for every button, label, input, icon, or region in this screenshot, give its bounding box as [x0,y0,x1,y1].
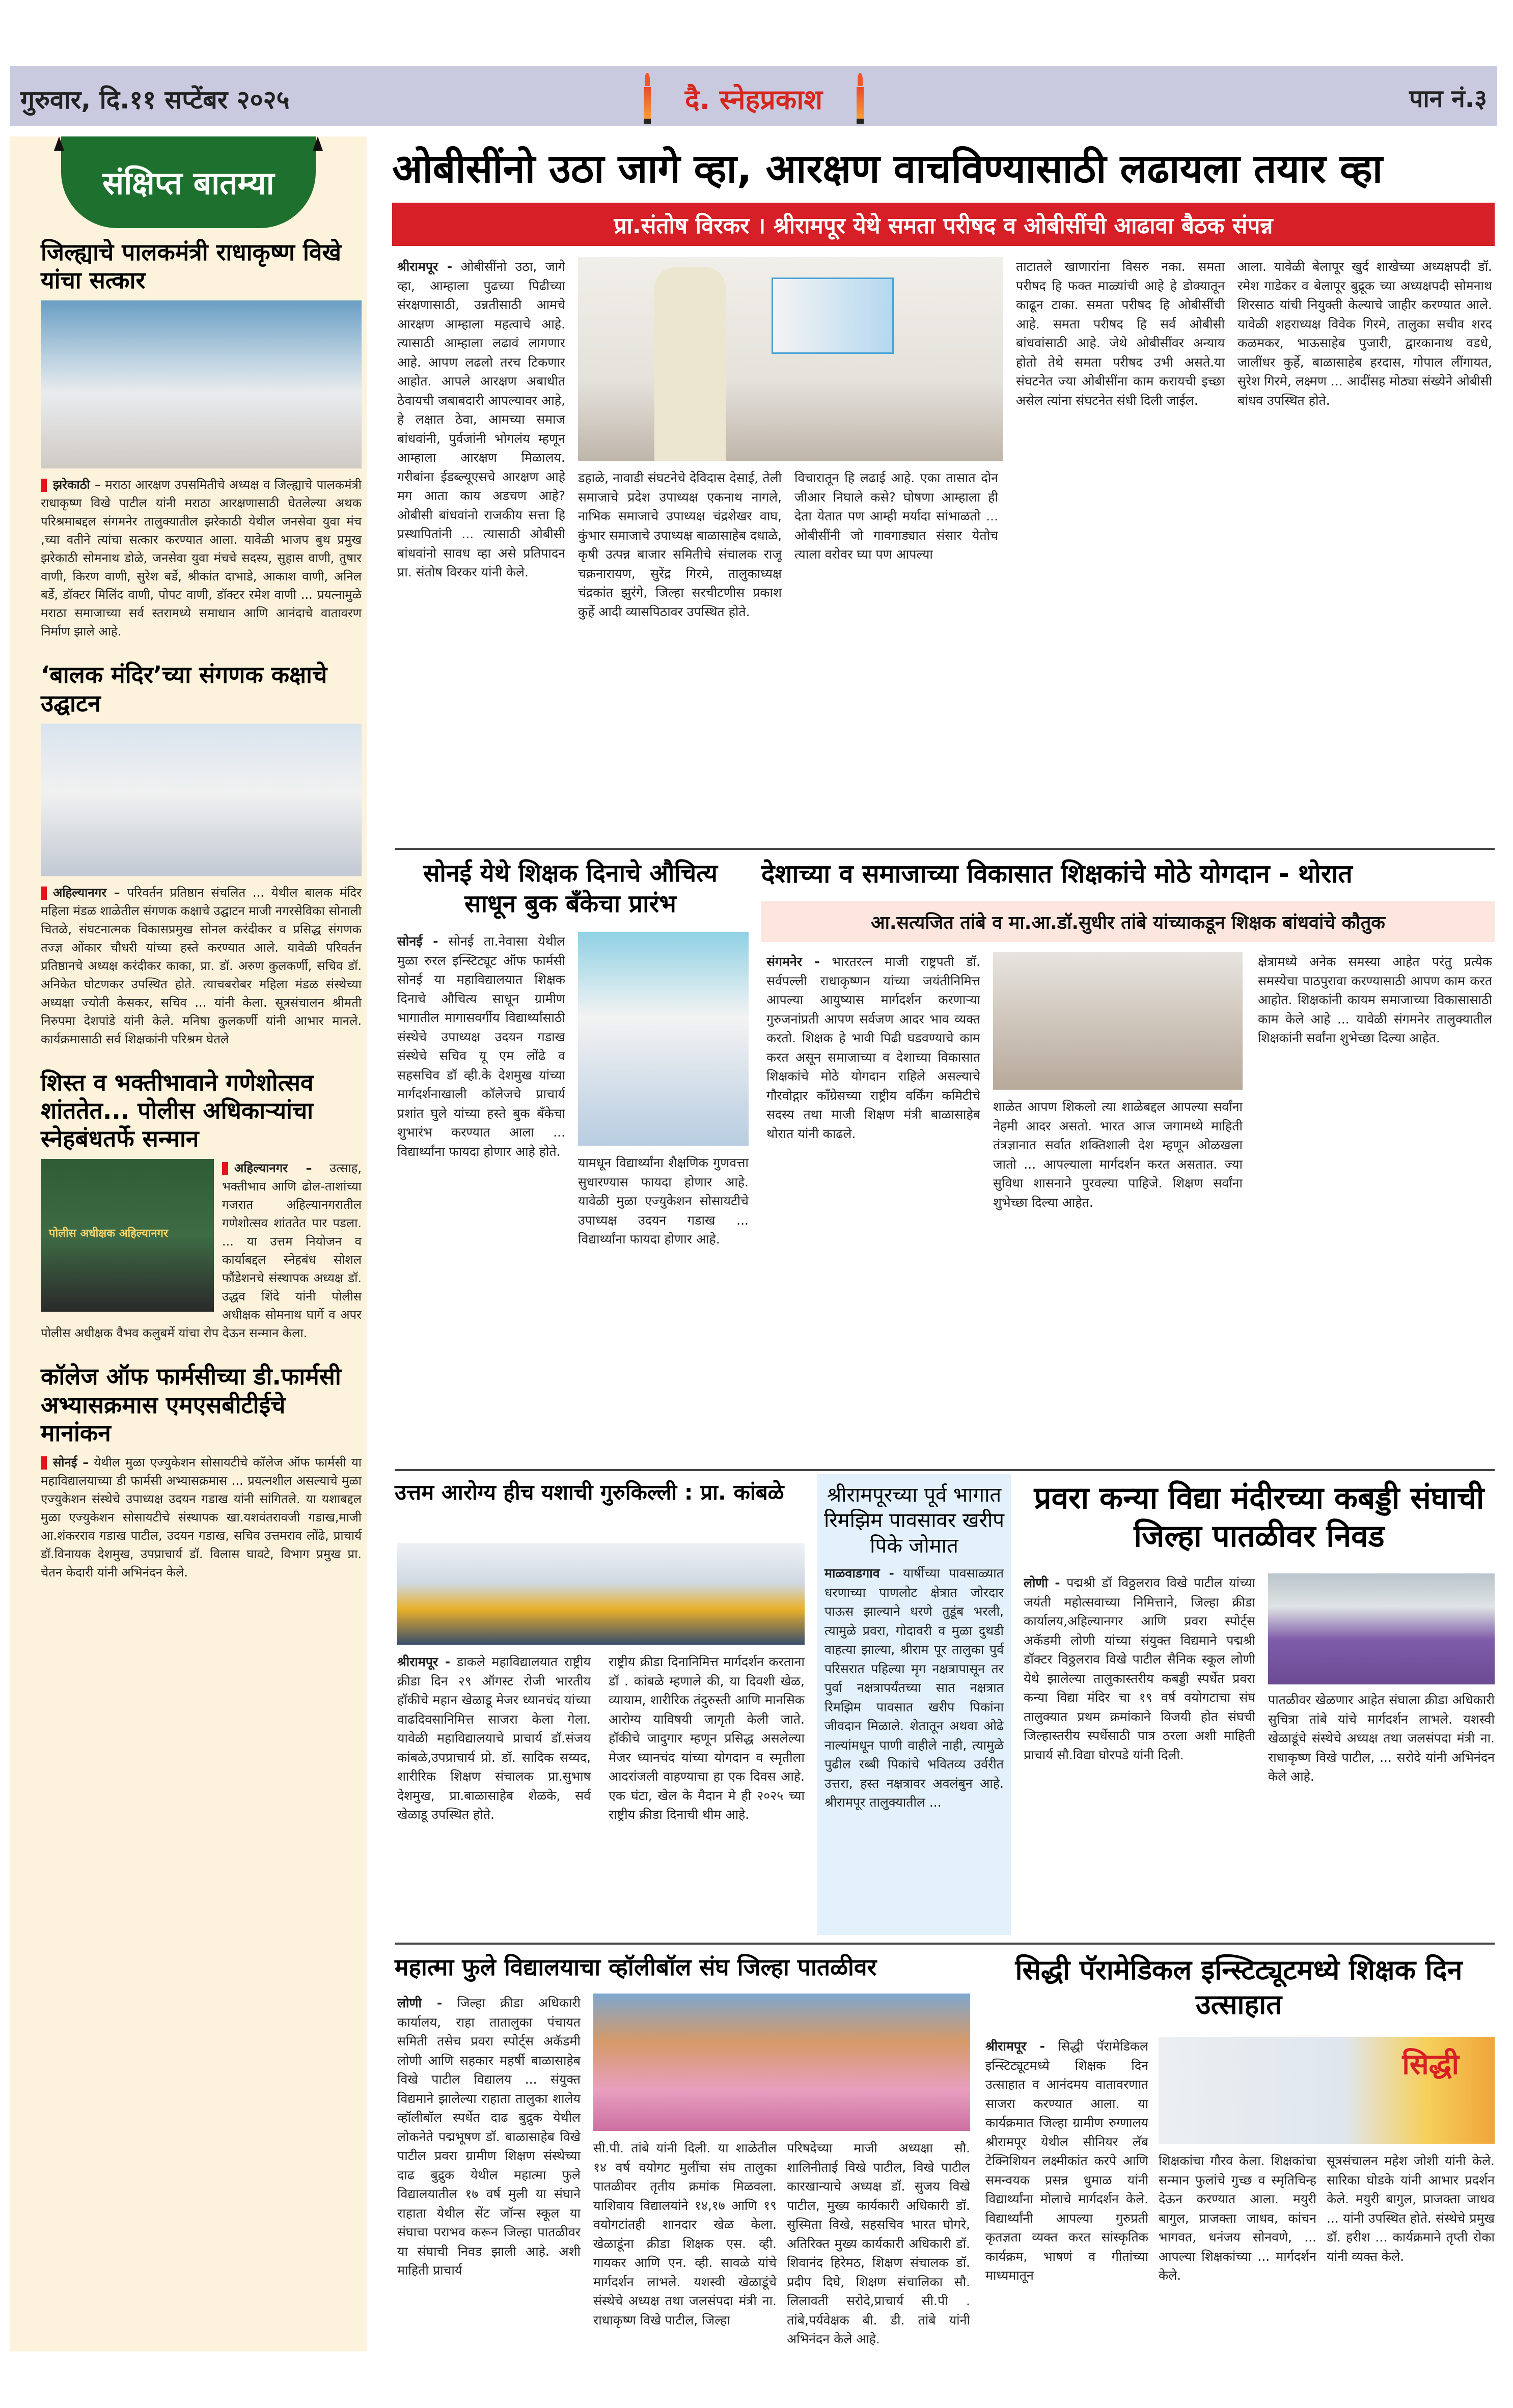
lead-column-1 [397,257,565,838]
lead-strap-text: प्रा.संतोष विरकर । श्रीरामपूर येथे समता परीषद व ओबीसींची आढावा बैठक संपन्न [614,212,1273,239]
sonai-column-1 [397,932,565,1456]
article-headline: शिस्त व भक्तीभावाने गणेशोत्सव शांततेत... पोलीस अधिकाऱ्यांचा स्नेहबंधतर्फे सन्मान [41,1068,314,1153]
article-body [41,1159,362,1342]
rain-body [817,1564,1011,1812]
kabaddi-column-2: पातळीवर खेळणार आहेत संघाला क्रीडा अधिकारी सुचित्रा तांबे यांचे मार्गदर्शन लाभले. यशस्वी खेळाडूंचे संस्थेचे अध्यक्ष तथा जलसंपदा मंत्री ना. राधाकृष्ण विखे पाटील, ... सरोदे यांनी अभिनंदन केले आहे. [1268,1693,1495,1784]
thorat-column-3: क्षेत्रामध्ये अनेक समस्या आहेत परंतु प्रत्येक समस्येचा पाठपुरावा करण्यासाठी आपण काम करत आहोत. शिक्षकांनी कायम समाजाच्या विकासासाठी काम केले आहे ... यावेळी संगमनेर तालुक्यातील शिक्षकांनी सर्वांना शुभेच्छा दिल्या आहेत. [1258,954,1492,1045]
thorat-strap [761,901,1495,942]
article-headline: जिल्ह्याचे पालकमंत्री राधाकृष्ण विखे यांचा सत्कार [41,238,342,294]
lead-column-3: विचारातून हि लढाई आहे. एका तासात दोन जीआर निघाले कसे? घोषणा आम्हाला ही देता येतात पण आम्ही मर्यादा सांभाळतो ... ओबीसींनी जो गावगाड्यात संसार येतोच त्याला वरोवर घ्या पण आपल्या [794,470,998,562]
siddhi-column-3: सूत्रसंचालन महेश जोशी यांनी केले. सारिका घोडके यांनी आभार प्रदर्शन केले. मयुरी बागुल, प्राजक्ता जाधव ... यांनी उपस्थित होते. संस्थेचे प्रमुख डॉ. हरीश ... कार्यक्रमाने तृप्ती रोका यांनी व्यक्त केले. [1327,2153,1495,2264]
thorat-photo [993,952,1243,1090]
rain-text: यार्षीच्या पावसाळ्यात धरणाच्या पाणलोट क्षेत्रात जोरदार पाऊस झाल्याने धरणे तुडूंब भरली, त्यामुळे प्रवरा, गोदावरी व मुळा दुथडी वाहत्या झाल्या, श्रीराम पूर तालुका पुर्व परिसरात पहिल्या मृग नक्षत्रापासून तर पुर्वा नक्षत्रापर्यंतच्या सात नक्षत्रात रिमझिम पावसात खरीप पिकांना जीवदान मिळाले. शेतातून अथवा ओढे नाल्यांमधून पाणी वाहीले नाही, त्यामुळे पुढील रब्बी पिकांचे भवितव्य उर्वरीत उत्तरा, हस्त नक्षत्रावर अवलंबुन आहे. श्रीरामपूर तालुक्यातील ... [824,1566,1004,1810]
article-photo [41,724,362,876]
article-text: येथील मुळा एज्युकेशन सोसायटीचे कॉलेज ऑफ फार्मसी या महाविद्यालयाच्या डी फार्मसी अभ्यासक्रमास ... प्रयत्नशील असल्याचे मुळा एज्युकेशन संस्थेचे उपाध्यक्ष उदयन गडाख यांनी सांगितले. या यशाबद्दल मुळा एज्युकेशन सोसायटीचे संस्थापक खा.यशवंतरावजी गडाख,माजी आ.शंकरराव गडाख पाटील, उदयन गडाख, सचिव उत्तमराव लोंढे, प्राचार्य डॉ.विनायक देशमुख, उपप्राचार्य डॉ. विलास घावटे, विभाग प्रमुख प्रा. चेतन केदारी यांनी अभिनंदन केले. [41,1455,362,1580]
lamp-icon [642,73,653,124]
sonai-column-2: यामधून विद्यार्थ्यांना शैक्षणिक गुणवत्ता सुधारण्यास फायदा होणार आहे. यावेळी मुळा एज्युकेशन सोसायटीचे उपाध्यक्ष उदयन गडाख ... विद्यार्थ्यांना फायदा होणार आहे. [578,1155,749,1247]
lead-headline: ओबीसींनो उठा जागे व्हा, आरक्षण वाचविण्यासाठी लढायला तयार व्हा [392,146,1383,192]
lead-strap [392,203,1495,246]
newspaper-name: दै. स्नेहप्रकाश [684,84,823,116]
section-divider [395,848,1495,850]
lead-column-4: ताटातले खाणारांना विसरु नका. समता परीषद हि फक्त माळ्यांची आहे हे डोक्यातून काढून टाका. समता परीषद हि ओबीसींची आहे. समता परीषद हि सर्व ओबीसी बांधवांसाठी आहे. जेथे ओबीसींवर अन्याय होतो तेथे समता परीषद उभी असते.या संघटनेत ज्या ओबीसींना काम करायची इच्छा असेल त्यांना संघटनेत संधी दिली जाईल. [1016,259,1225,408]
kabaddi-photo [1268,1573,1495,1684]
bullet-marker [41,887,47,900]
article-headline: ‘बालक मंदिर’च्या संगणक कक्षाचे उद्घाटन [41,661,327,717]
lead-photo [578,257,1003,461]
thorat-dateline: संगमनेर - [766,954,820,969]
article-body [41,476,362,641]
article-dateline: सोनई – [53,1455,89,1470]
article-text: परिवर्तन प्रतिष्ठान संचलित ... येथील बालक मंदिर महिला मंडळ शाळेतील संगणक कक्षाचे उद्घाटन माजी नगरसेविका सोनाली चितळे, संघटनात्मक विकासप्रमुख सोनल करंदीकर व प्रसिद्ध संगणक तज्ज्ञ ओंकार चौधरी यांच्या हस्ते करण्यात आले. यावेळी परिवर्तन प्रतिष्ठानचे अध्यक्ष करंदीकर काका, प्रा. डॉ. अरुण कुलकर्णी, सचिव डॉ. अनिकेत घोटणकर उपस्थित होते. त्याचबरोबर महिला मंडळ संस्थेच्या अध्यक्षा ज्योती केसकर, सचिव ... यांनी केला. सूत्रसंचालन श्रीमती निरुपमा देशपांडे यांनी केले. मनिषा कुलकर्णी यांनी आभार मानले. कार्यक्रमासाठी सर्व शिक्षकांनी परिश्रम घेतले [41,885,362,1046]
kabaddi-headline: प्रवरा कन्या विद्या मंदीरच्या कबड्डी संघाची जिल्हा पातळीवर निवड [1034,1480,1484,1554]
siddhi-dateline: श्रीरामपूर - [985,2039,1046,2054]
brief-article-ganeshotsav [41,1069,362,1343]
brief-news-sidebar [10,136,367,2351]
kamble-column-2: राष्ट्रीय क्रीडा दिनानिमित्त मार्गदर्शन करताना डॉ . कांबळे म्हणाले की, या दिवशी खेळ, व्यायाम, शारीरिक तंदुरुस्ती आणि मानसिक आरोग्य याविषयी जागृती केली जाते. हॉकीचे जादुगार म्हणून प्रसिद्ध असलेल्या मेजर ध्यानचंद यांच्या योगदान व स्मृतीला आदरांजली वाहण्याचा हा एक दिवस आहे. एक घंटा, खेल के मैदान मे ही २०२५ च्या राष्ट्रीय क्रीडा दिनाची थीम आहे. [609,1654,805,1822]
page-number: पान नं.३ [1409,85,1487,113]
section-divider [395,1469,1495,1471]
bullet-marker [41,1456,47,1470]
thorat-strap-text: आ.सत्यजित तांबे व मा.आ.डॉ.सुधीर तांबे यांच्याकडून शिक्षक बांधवांचे कौतुक [871,912,1385,933]
volleyball-dateline: लोणी - [397,1996,443,2010]
volleyball-text: जिल्हा क्रीडा अधिकारी कार्यालय, राहा तातालुका पंचायत समिती तसेच प्रवरा स्पोर्ट्स अकॅडमी लोणी आणि सहकार महर्षी बाळासाहेब विखे पाटील विद्यालय ... संयुक्त विद्यमाने झालेल्या राहाता तालुका शालेय व्हॉलीबॉल स्पर्धेत दाढ बुद्रुक येथील लोकनेते पद्मभूषण डॉ. बाळासाहेब विखे पाटील प्रवरा ग्रामीण शिक्षण संस्थेच्या दाढ बुद्रुक येथील महात्मा फुले विद्यालयातील १७ वर्ष मुली या संघाने राहाता येथील सेंट जॉन्स स्कूल या संघाचा पराभव करून जिल्हा पातळीवर या संघाची निवड झाली आहे. अशी माहिती प्राचार्य [397,1996,581,2278]
brief-article-balak-mandir [41,661,362,1048]
volleyball-column-1 [397,1994,581,2391]
kabaddi-dateline: लोणी - [1024,1575,1060,1590]
siddhi-text: सिद्धी पॅरामेडिकल इन्स्टिट्यूटमध्ये शिक्षक दिन उत्साहात व आनंदमय वातावरणात साजरा करण्यात आला. या कार्यक्रमात जिल्हा ग्रामीण रुग्णालय श्रीरामपूर येथील सीनियर लॅब टेक्निशियन लक्ष्मीकांत करपे आणि समन्वयक प्रसन्न धुमाळ यांनी विद्यार्थ्यांना मोलाचे मार्गदर्शन केले. विद्यार्थ्यांनी आपल्या गुरुप्रती कृतज्ञता व्यक्त करत सांस्कृतिक कार्यक्रम, भाषणं व गीतांच्या माध्यमातून [985,2039,1148,2283]
lamp-icon [855,73,866,124]
kamble-text: डाकले महाविद्यालयात राष्ट्रीय क्रीडा दिन २९ ऑगस्ट रोजी भारतीय हॉकीचे महान खेळाडू मेजर ध्यानचंद यांच्या वाढदिवसानिमित्त साजरा केला गेला. यावेळी महाविद्यालयाचे प्राचार्य डॉ.संजय कांबळे,उपप्राचार्य प्रो. डॉ. सादिक सय्यद, शारीरिक शिक्षण संचालक प्रा.सुभाष देशमुख, प्रा.बाळासाहेब शेळके, सर्व खेळाडू उपस्थित होते. [397,1654,591,1822]
event-banner [772,278,894,354]
article-dateline: अहिल्यानगर – [53,885,120,900]
siddhi-column-2: शिक्षकांचा गौरव केला. शिक्षकांचा सन्मान फुलांचे गुच्छ व स्मृतिचिन्ह देऊन करण्यात आला. मयुरी बागुल, प्राजक्ता जाधव, कांचन भागवत, धनंजय सोनवणे, ... आपल्या शिक्षकांच्या ... मार्गदर्शन केले. [1159,2153,1316,2283]
speaker-figure [654,267,726,461]
newspaper-brand [642,75,866,121]
kamble-photo [397,1543,805,1645]
sonai-dateline: सोनई - [397,934,438,949]
article-headline: कॉलेज ऑफ फार्मसीच्या डी.फार्मसी अभ्यासक्रमास एमएसबीटीईचे मानांकन [41,1363,341,1447]
lead-text: ओबीसींनो उठा, जागे व्हा, आम्हाला पुढच्या पिढीच्या संरक्षणासाठी, उन्नतीसाठी आमचे आरक्षण आम्हाला महत्वाचे आहे. त्यासाठी आम्हाला लढावं लागणार आहे. आपण लढलो तरच टिकणार आहोत. आपले आरक्षण अबाधीत ठेवायची जबाबदारी आपल्यावर आहे, हे लक्षात ठेवा, आमच्या समाज बांधवांनी, पुर्वजांनी भोगलंय म्हणून आम्हाला आरक्षण मिळालय. गरीबांना ईडब्ल्यूएसचे आरक्षण आहे मग आता काय अडचण आहे? ओबीसी बांधवांनो राजकीय सत्ता हि प्रस्थापितांनी ... त्यासाठी ओबीसी बांधवांनो सावध व्हा असे प्रतिपादन प्रा. संतोष विरकर यांनी केले. [397,259,565,579]
thorat-column-2: शाळेत आपण शिकलो त्या शाळेबद्दल आपल्या सर्वांना नेहमी आदर असतो. भारत आज जगामध्ये माहिती तंत्रज्ञानात सर्वात शक्तिशाली देश म्हणून ओळखला जातो ... आपल्याला मार्गदर्शन करत असतात. ज्या सुविधा शासनाने पुरवल्या पाहिजे. शिक्षण सर्वांना शुभेच्छा दिल्या आहेत. [993,1099,1243,1210]
lead-column-5: आला. यावेळी बेलापूर खुर्द शाखेच्या अध्यक्षपदी डॉ. रमेश गाडेकर व बेलापूर बुद्रूक च्या अध्यक्षपदी सोमनाथ शिरसाठ यांची नियुक्ती केल्याचे जाहीर करण्यात आले. यावेळी शहराध्यक्ष विवेक गिरमे, तालुका सचीव शरद कळमकर, भाऊसाहेब पुजारी, द्वारकानाथ वडधे, जालींधर कुर्हे, बाळासाहेब हरदास, गोपाल लींगायत, सुरेश गिरमे, लक्ष्मण ... आदींसह मोठ्या संख्येने ओबीसी बांधव उपस्थित होते. [1237,259,1492,408]
volleyball-column-3: परिषदेच्या माजी अध्यक्षा सौ. शालिनीताई विखे पाटील, विखे पाटील कारखान्याचे अध्यक्ष डॉ. सुजय विखे पाटील, मुख्य कार्यकारी अधिकारी डॉ. सुस्मिता विखे, सहसचिव भारत घोगरे, अतिरिक्त मुख्य कार्यकारी अधिकारी डॉ. शिवानंद हिरेमठ, शिक्षण संचालक डॉ. प्रदीप दिघे, शिक्षण संचालिका सौ. लिलावती सरोदे,प्राचार्य सी.पी . तांबे,पर्यवेक्षक बी. डी. तांबे यांनी अभिनंदन केले आहे. [787,2141,970,2346]
volleyball-column-2: सी.पी. तांबे यांनी दिली. या शाळेतील १४ वर्ष वयोगट मुलींचा संघ तालुका पातळीवर तृतीय क्रमांक मिळवला. याशिवाय विद्यालयांने १४,१७ आणि १९ वयोगटांतही शानदार खेळ केला. खेळाडूंना क्रीडा शिक्षक एस. व्ही. गायकर आणि एन. व्ही. सावळे यांचे मार्गदर्शन लाभले. यशस्वी खेळाडूंचे संस्थेचे अध्यक्ष तथा जलसंपदा मंत्री ना. राधाकृष्ण विखे पाटील, जिल्हा [593,2141,777,2328]
article-text: उत्साह, भक्तीभाव आणि ढोल-ताशांच्या गजरात अहिल्यानगरातील गणेशोत्सव शांततेत पार पडला. ... या उत्तम नियोजन व कार्याबद्दल स्नेहबंध सोशल फौंडेशनचे संस्थापक अध्यक्ष डॉ. उद्धव शिंदे यांनी पोलीस अधीक्षक सोमनाथ घार्गे व अपर पोलीस अधीक्षक वैभव कलुबर्मे यांचा रोप देऊन सन्मान केला. [41,1161,362,1341]
article-dateline: अहिल्यानगर – [234,1161,312,1176]
thorat-text: भारतरत्न माजी राष्ट्रपती डॉ. सर्वपल्ली राधाकृष्णन यांच्या जयंतीनिमित्त आपल्या आयुष्यास मार्गदर्शन करणाऱ्या गुरुजनांप्रती आपण सर्वजण आदर भाव व्यक्त करतो. शिक्षक हे भावी पिढी घडवण्याचे काम करत असून समाजाच्या व देशाच्या विकासात शिक्षकांचे मोठे योगदान राहिले असल्याचे गौरवोद्गार कॉंग्रेसच्या राष्ट्रीय वर्किंग कमिटीचे सदस्य तथा माजी शिक्षण मंत्री बाळासाहेब थोरात यांनी काढले. [766,954,980,1141]
article-body [41,883,362,1048]
kabaddi-text: पद्मश्री डॉ विठ्ठलराव विखे पाटील यांच्या जयंती महोत्सवाच्या निमित्ताने, जिल्हा क्रीडा कार्यालय,अहिल्यानगर आणि प्रवरा स्पोर्ट्स अकॅडमी लोणी यांच्या संयुक्त विद्यमाने पद्मश्री डॉक्टर विठ्ठलराव विखे पाटील सैनिक स्कूल लोणी येथे झालेल्या तालुकास्तरीय कबड्डी स्पर्धेत प्रवरा कन्या विद्या मंदिर चा १९ वर्ष वयोगटाचा संघ तालुक्यात प्रथम क्रमांकाने विजयी होत संघची जिल्हास्तरीय स्पर्धेसाठी पात्र ठरला अशी माहिती प्राचार्य सौ.विद्या घोरपडे यांनी दिली. [1024,1575,1255,1762]
article-body [41,1453,362,1582]
siddhi-headline: सिद्धी पॅरामेडिकल इन्स्टिट्यूटमध्ये शिक्षक दिन उत्साहात [1015,1954,1463,2020]
lead-dateline: श्रीरामपूर - [397,259,453,274]
thorat-column-1 [766,952,980,1456]
siddhi-banner-text: सिद्धी [1402,2048,1459,2081]
masthead [10,66,1497,126]
article-dateline: झरेकाठी – [53,478,101,492]
siddhi-photo [1159,2037,1495,2144]
rain-dateline: माळवाडगाव - [824,1566,894,1581]
bullet-marker [222,1162,228,1175]
volleyball-headline: महात्मा फुले विद्यालयाचा व्हॉलीबॉल संघ जिल्हा पातळीवर [395,1953,877,1981]
kamble-headline: उत्तम आरोग्य हीच यशाची गुरुकिल्ली : प्रा. कांबळे [395,1480,784,1505]
kabaddi-column-1 [1024,1573,1255,1932]
volleyball-photo [593,1994,970,2131]
brief-articles [41,238,362,1602]
sonai-photo [578,932,749,1146]
brief-article-vikhe [41,238,362,641]
sonai-text: सोनई ता.नेवासा येथील मुळा रुरल इन्स्टिट्यूट ऑफ फार्मसी सोनई या महाविद्यालयात शिक्षक दिनाचे औचित्य साधून ग्रामीण भागातील मागासवर्गीय विद्यार्थ्यांसाठी संस्थेचे उपाध्यक्ष उदयन गडाख संस्थेचे सचिव यू एम लोंढे व सहसचिव डॉ व्ही.के देशमुख यांच्या मार्गदर्शनाखाली कॉलेजचे प्राचार्य प्रशांत घुले यांच्या हस्ते बुक बँकेचा शुभारंभ करण्यात आला ... विद्यार्थ्यांना फायदा होणार आहे होते. [397,934,565,1159]
section-divider [395,1943,1495,1945]
article-photo [41,300,362,468]
brief-article-pharmacy [41,1363,362,1582]
bullet-marker [41,479,47,492]
photo-caption: पोलीस अधीक्षक अहिल्यानगर [49,1227,168,1240]
rain-box [817,1474,1011,1935]
kamble-column-1 [397,1652,591,1932]
siddhi-column-1 [985,2037,1148,2391]
issue-date: गुरुवार, दि.११ सप्टेंबर २०२५ [20,85,290,115]
sonai-headline: सोनई येथे शिक्षक दिनाचे औचित्य साधून बुक बँकेचा प्रारंभ [423,859,718,918]
brief-news-label [61,136,316,228]
article-photo [41,1159,214,1312]
kamble-dateline: श्रीरामपूर - [397,1654,451,1669]
article-text: मराठा आरक्षण उपसमितीचे अध्यक्ष व जिल्ह्याचे पालकमंत्री राधाकृष्ण विखे पाटील यांनी मराठा आरक्षणासाठी घेतलेल्या अथक परिश्रमाबद्दल संगमनेर तालुक्यातील झरेकाठी येथील जनसेवा युवा मंच ,च्या वतीने त्यांचा सत्कार करण्यात आला. यावेळी भाजप बुथ प्रमुख झरेकाठी सोमनाथ डोळे, जनसेवा युवा मंचचे सदस्य, सुहास वाणी, तुषार वाणी, किरण वाणी, सुरेश बर्डे, श्रीकांत दाभाडे, आकाश वाणी, अनिल बर्डे, डॉक्टर मिलिंद वाणी, पोपट वाणी, डॉक्टर रमेश वाणी ... प्रयत्नामुळे मराठा समाजाच्या सर्व स्तरामध्ये समाधान आणि आनंदाचे वातावरण निर्माण झाले आहे. [41,478,362,639]
rain-headline: श्रीरामपूरच्या पूर्व भागात रिमझिम पावसावर खरीप पिके जोमात [823,1483,1005,1558]
thorat-headline: देशाच्या व समाजाच्या विकासात शिक्षकांचे मोठे योगदान - थोरात [761,859,1353,889]
brief-news-title: संक्षिप्त बातम्या [102,164,274,202]
lead-column-2: डहाळे, नावाडी संघटनेचे देविदास देसाई, तेली समाजाचे प्रदेश उपाध्यक्ष एकनाथ नागले, नाभिक समाजाचे उपाध्यक्ष चंद्रशेखर वाघ, कुंभार समाजाचे उपाध्यक्ष बाळासाहेब दधाळे, कृषी उत्पन्न बाजार समितीचे संचालक राजू चक्रनारायण, सुरेंद्र गिरमे, तालुकाध्यक्ष चंद्रकांत झुरंगे, जिल्हा सरचीटणीस प्रकाश कुर्हे आदी व्यासपिठावर उपस्थित होते. [578,470,782,619]
